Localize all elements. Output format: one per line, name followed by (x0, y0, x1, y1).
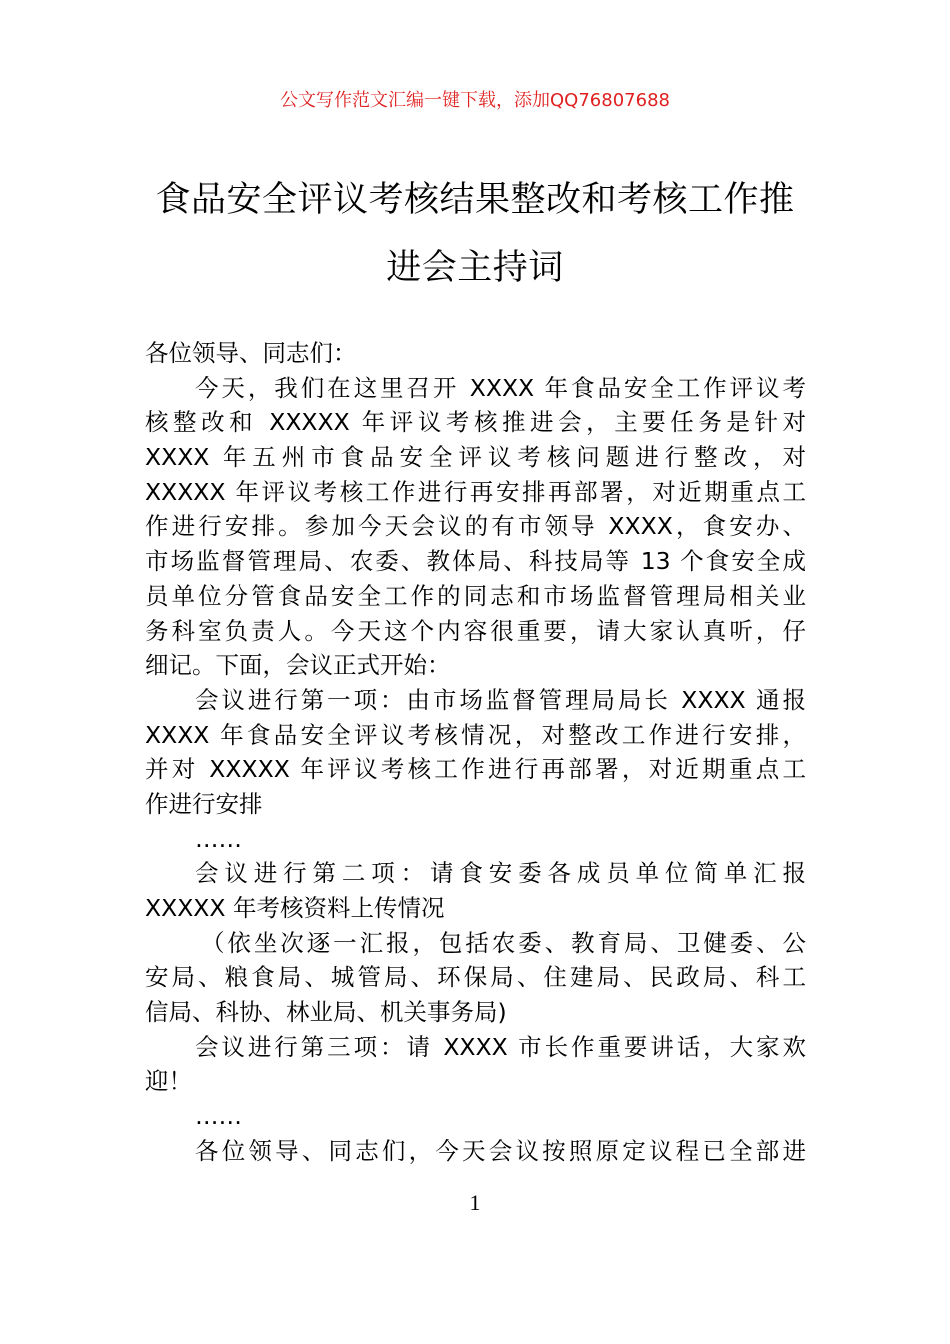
text-line: （依坐次逐一汇报，包括农委、教育局、卫健委、公 (201, 928, 806, 957)
watermark-banner: 公文写作范文汇编一键下载，添加QQ76807688 (280, 90, 670, 111)
text-line: 会议进行第一项：由市场监督管理局局长 XXXX 通报 (195, 685, 806, 714)
text-line: 市场监督管理局、农委、教体局、科技局等 13 个食安全成 (145, 547, 806, 576)
document-body (145, 336, 806, 1169)
text-line: 信局、科协、林业局、机关事务局) (145, 998, 507, 1027)
text-line: XXXXX 年评议考核工作进行再安排再部署，对近期重点工 (145, 477, 806, 506)
paragraph (145, 1030, 806, 1099)
paragraph (145, 683, 806, 822)
text-line: 务科室负责人。今天这个内容很重要，请大家认真听，仔 (145, 616, 806, 645)
page-number: 1 (469, 1190, 481, 1215)
text-line: 各位领导、同志们，今天会议按照原定议程已全部进 (195, 1136, 806, 1165)
text-line: XXXXX 年考核资料上传情况 (145, 894, 445, 922)
paragraph (145, 856, 806, 925)
text-line: 今天，我们在这里召开 XXXX 年食品安全工作评议考 (195, 373, 806, 402)
text-line: 迎！ (145, 1067, 192, 1096)
text-line: 作进行安排 (145, 789, 263, 818)
text-line: 各位领导、同志们： (145, 339, 357, 367)
text-line: 核整改和 XXXXX 年评议考核推进会，主要任务是针对 (145, 408, 806, 437)
text-line: …… (195, 1102, 242, 1131)
text-line: XXXX 年五州市食品安全评议考核问题进行整改，对 (145, 443, 806, 472)
paragraph (145, 1099, 806, 1134)
text-line: XXXX 年食品安全评议考核情况，对整改工作进行安排， (145, 720, 806, 749)
text-line: 细记。下面，会议正式开始： (145, 651, 451, 680)
text-line: 安局、粮食局、城管局、环保局、住建局、民政局、科工 (145, 963, 806, 992)
paragraph (145, 926, 806, 1030)
text-line: 会议进行第二项：请食安委各成员单位简单汇报 (195, 859, 806, 888)
paragraph (145, 822, 806, 857)
text-line: 并对 XXXXX 年评议考核工作进行再部署，对近期重点工 (145, 755, 806, 784)
text-line: …… (195, 824, 242, 853)
text-line: 会议进行第三项：请 XXXX 市长作重要讲话，大家欢 (195, 1032, 806, 1061)
text-line: 作进行安排。参加今天会议的有市领导 XXXX，食安办、 (145, 512, 806, 541)
paragraph (145, 336, 806, 371)
paragraph (145, 1134, 806, 1169)
document-title-line-2: 进会主持词 (386, 248, 564, 288)
paragraph (145, 371, 806, 683)
document-title-line-1: 食品安全评议考核结果整改和考核工作推 (155, 180, 795, 220)
text-line: 员单位分管食品安全工作的同志和市场监督管理局相关业 (145, 581, 806, 610)
